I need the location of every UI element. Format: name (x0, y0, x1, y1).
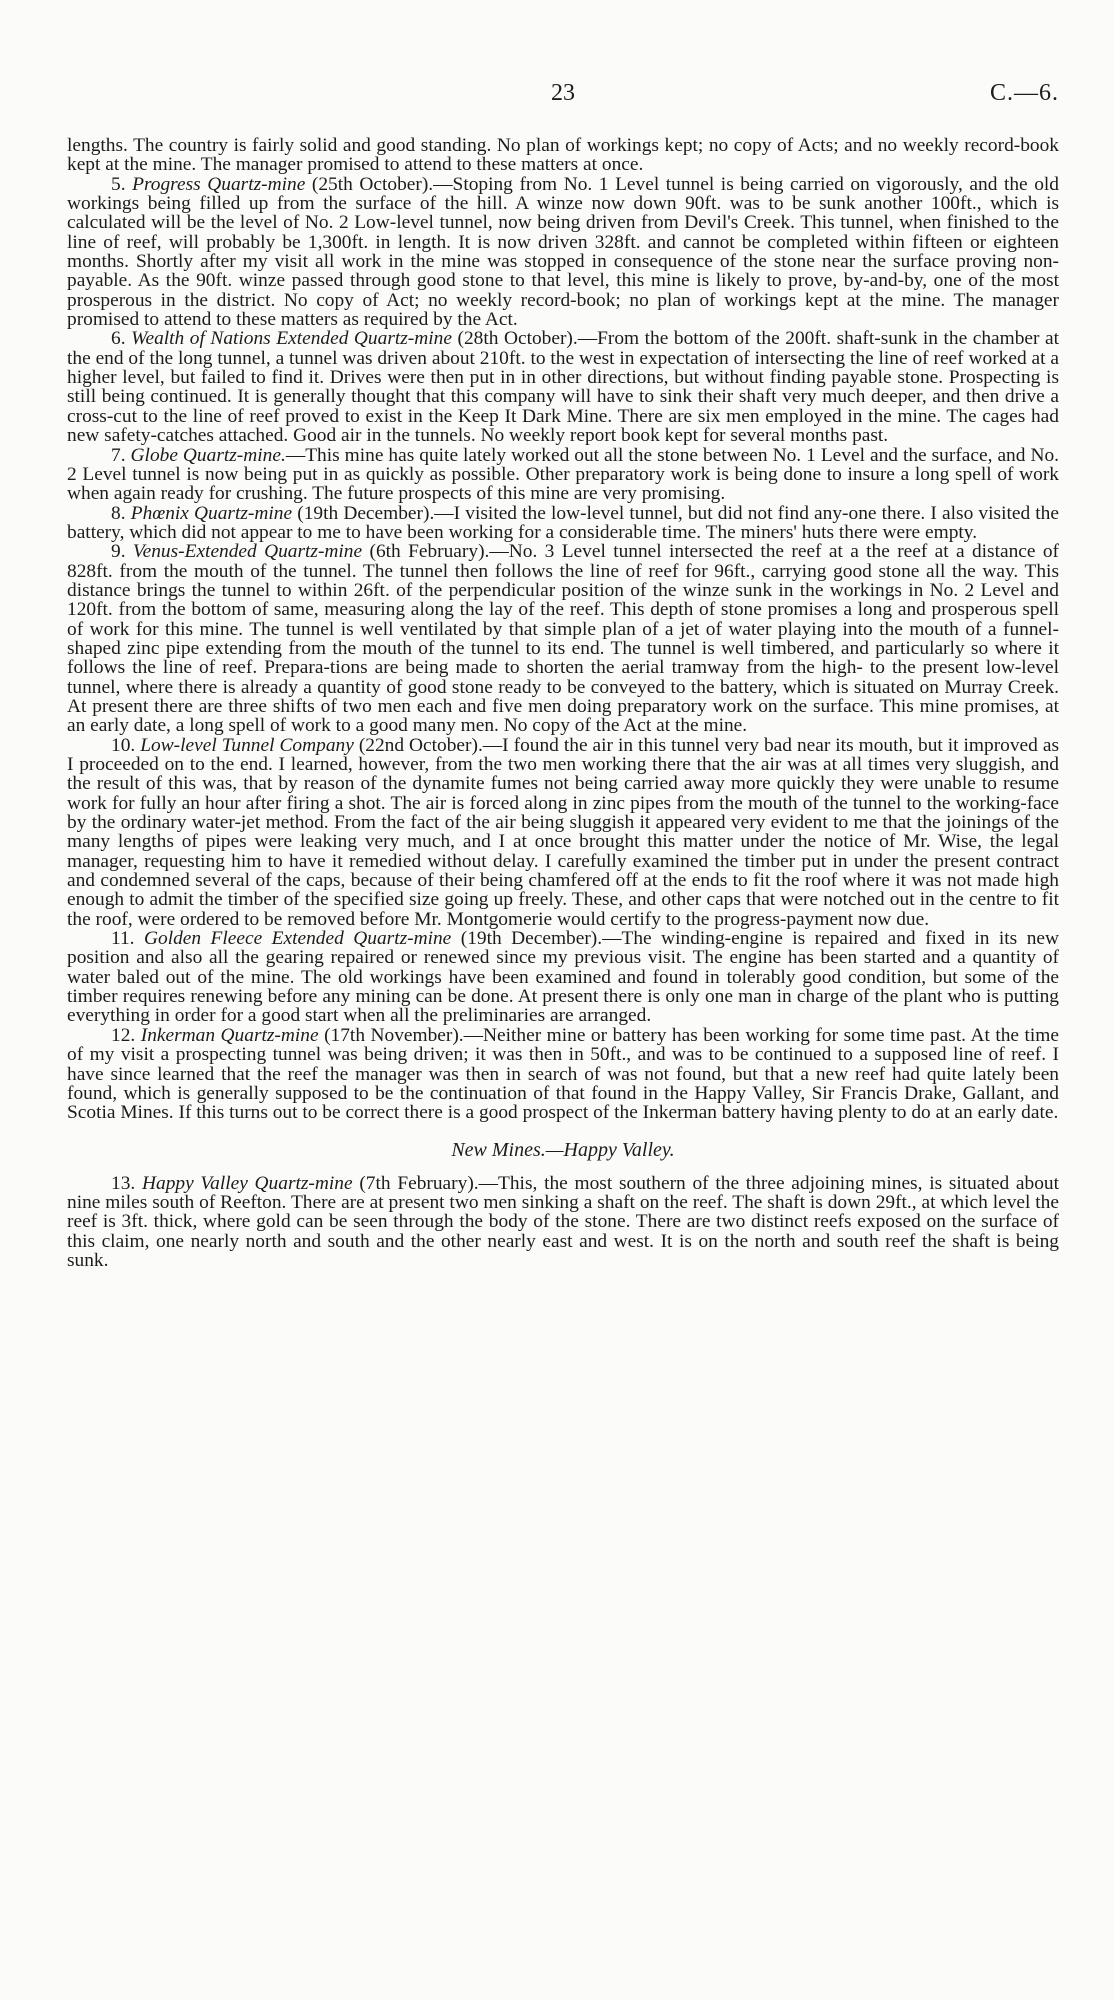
paragraph-mine-12 (67, 1026, 1059, 1123)
paragraph-text: (6th February).—No. 3 Level tunnel intersected the reef at a the reef at a distance of 828ft. from the mouth of the tunnel. The tunnel then follows the line of reef for 96ft., carrying good stone all the way. This distance brings the tunnel to within 26ft. of the perpendicular position of the winze sunk in the workings in No. 2 Level and 120ft. from the bottom of same, measuring along the lay of the reef. This depth of stone promises a long and prosperous spell of work for this mine. The tunnel is well ventilated by that simple plan of a jet of water playing into the mouth of a funnel-shaped zinc pipe extending from the mouth of the tunnel to its end. The tunnel is well timbered, and particularly so where it follows the line of reef. Prepara-tions are being made to shorten the aerial tramway from the high- to the present low-level tunnel, where there is already a quantity of good stone ready to be conveyed to the battery, which is situated on Murray Creek. At present there are three shifts of two men each and five men doing preparatory work on the surface. This mine promises, at an early date, a long spell of work to a good many men. No copy of the Act at the mine. (67, 541, 1060, 737)
mine-name: Progress Quartz-mine (132, 173, 306, 195)
item-number: 6. (111, 328, 126, 350)
body-text (67, 136, 1059, 1270)
item-number: 12. (111, 1024, 136, 1046)
mine-name: Phœnix Quartz-mine (130, 502, 293, 524)
document-reference: C.—6. (989, 80, 1059, 106)
item-number: 5. (111, 173, 126, 195)
mine-name: Wealth of Nations Extended Quartz-mine (131, 328, 452, 350)
paragraph-mine-10 (67, 736, 1059, 929)
item-number: 9. (111, 541, 126, 563)
paragraph-text: (19th December).—I visited the low-level tunnel, but did not find any-one there. I also visited the battery, which did not appear to me to have been working for a considerable time. The miners' huts there were empty. (67, 502, 1059, 543)
mine-name: Venus-Extended Quartz-mine (132, 541, 363, 563)
paragraph-mine-11 (67, 929, 1059, 1026)
paragraph-mine-13 (67, 1174, 1059, 1271)
paragraph-text: lengths. The country is fairly solid and good standing. No plan of workings kept; no copy of Acts; and no weekly record-book kept at the mine. The manager promised to attend to these matters at once. (67, 135, 1059, 176)
paragraph-text: —This mine has quite lately worked out all the stone between No. 1 Level and the surface, and No. 2 Level tunnel is now being put in as quickly as possible. Other preparatory work is being done to insure a long spell of work when again ready for crushing. The future prospects of this mine are very promising. (67, 444, 1059, 505)
mine-name: Globe Quartz-mine. (130, 444, 286, 466)
mine-name: Inkerman Quartz-mine (140, 1024, 319, 1046)
page-header (67, 80, 1059, 112)
paragraph-mine-6 (67, 329, 1059, 445)
item-number: 7. (111, 444, 126, 466)
paragraph-text: (28th October).—From the bottom of the 200ft. shaft-sunk in the chamber at the end of the long tunnel, a tunnel was driven about 210ft. to the west in expectation of intersecting the line of reef worked at a higher level, but failed to find it. Drives were then put in in other directions, but without finding payable stone. Prospecting is still being continued. It is generally thought that this company will have to sink their shaft very much deeper, and then drive a cross-cut to the line of reef proved to exist in the Keep It Dark Mine. There are six men employed in the mine. The cages had new safety-catches attached. Good air in the tunnels. No weekly report book kept for several months past. (67, 328, 1059, 447)
paragraph-mine-7 (67, 446, 1059, 504)
paragraph-text: (22nd October).—I found the air in this tunnel very bad near its mouth, but it improved as I proceeded on to the end. I learned, however, from the two men working there that the air was at all times very sluggish, and the result of this was, that by reason of the dynamite fumes not being carried away more quickly they were unable to resume work for fully an hour after firing a shot. The air is forced along in zinc pipes from the mouth of the tunnel to the working-face by the ordinary water-jet method. From the fact of the air being sluggish it appeared very evident to me that the joinings of the many lengths of pipes were leaking very much, and I at once brought this matter under the notice of Mr. Wise, the legal manager, requesting him to have it remedied without delay. I carefully examined the timber put in under the present contract and condemned several of the caps, because of their being chamfered off at the ends to fit the roof where it was not made high enough to admit the timber of the specified size going up freely. These, and other caps that were notched out in the centre to fit the roof, were ordered to be removed before Mr. Montgomerie would certify to the progress-payment now due. (67, 734, 1059, 930)
item-number: 13. (111, 1172, 136, 1194)
paragraph-mine-8 (67, 504, 1059, 543)
paragraph-continuation (67, 136, 1059, 175)
section-heading: New Mines.—Happy Valley. (451, 1138, 675, 1161)
mine-name: Low-level Tunnel Company (140, 734, 354, 756)
paragraph-mine-5 (67, 175, 1059, 330)
paragraph-text: (7th February).—This, the most southern of the three adjoining mines, is situated about nine miles south of Reefton. There are at present two men sinking a shaft on the reef. The shaft is down 29ft., at which level the reef is 3ft. thick, where gold can be seen through the body of the stone. There are two distinct reefs exposed on the surface of this claim, one nearly north and south and the other nearly east and west. It is on the north and south reef the shaft is being sunk. (67, 1172, 1059, 1271)
item-number: 10. (111, 734, 136, 756)
item-number: 11. (111, 928, 135, 950)
paragraph-text: (19th December).—The winding-engine is repaired and fixed in its new position and also all the gearing repaired or renewed since my previous visit. The engine has been started and a quantity of water baled out of the mine. The old workings have been examined and found in tolerably good condition, but some of the timber requires renewing before any mining can be done. At present there is only one man in charge of the plant who is putting everything in order for a good start when all the preliminaries are arranged. (67, 928, 1059, 1027)
paragraph-text: (25th October).—Stoping from No. 1 Level tunnel is being carried on vigorously, and the old workings being filled up from the surface of the hill. A winze now down 90ft. was to be sunk another 100ft., which is calculated will be the level of No. 2 Low-level tunnel, now being driven from Devil's Creek. This tunnel, when finished to the line of reef, will probably be 1,300ft. in length. It is now driven 328ft. and cannot be completed within fifteen or eighteen months. Shortly after my visit all work in the mine was stopped in consequence of the stone near the surface proving non-payable. As the 90ft. winze passed through good stone to that level, this mine is likely to prove, by-and-by, one of the most prosperous in the district. No copy of Act; no weekly record-book; no plan of workings kept at the mine. The manager promised to attend to these matters as required by the Act. (67, 173, 1059, 331)
item-number: 8. (111, 502, 126, 524)
mine-name: Happy Valley Quartz-mine (142, 1172, 353, 1194)
paragraph-mine-9 (67, 542, 1059, 735)
paragraph-text: (17th November).—Neither mine or battery has been working for some time past. At the time of my visit a prospecting tunnel was being driven; it was then in 50ft., and was to be continued to a supposed line of reef. I have since learned that the reef the manager was then in search of was not found, but that a new reef had quite lately been found, which is generally supposed to be the continuation of that found in the Happy Valley, Sir Francis Drake, Gallant, and Scotia Mines. If this turns out to be correct there is a good prospect of the Inkerman battery having plenty to do at an early date. (67, 1024, 1059, 1124)
page-number: 23 (551, 80, 575, 106)
mine-name: Golden Fleece Extended Quartz-mine (144, 928, 452, 950)
